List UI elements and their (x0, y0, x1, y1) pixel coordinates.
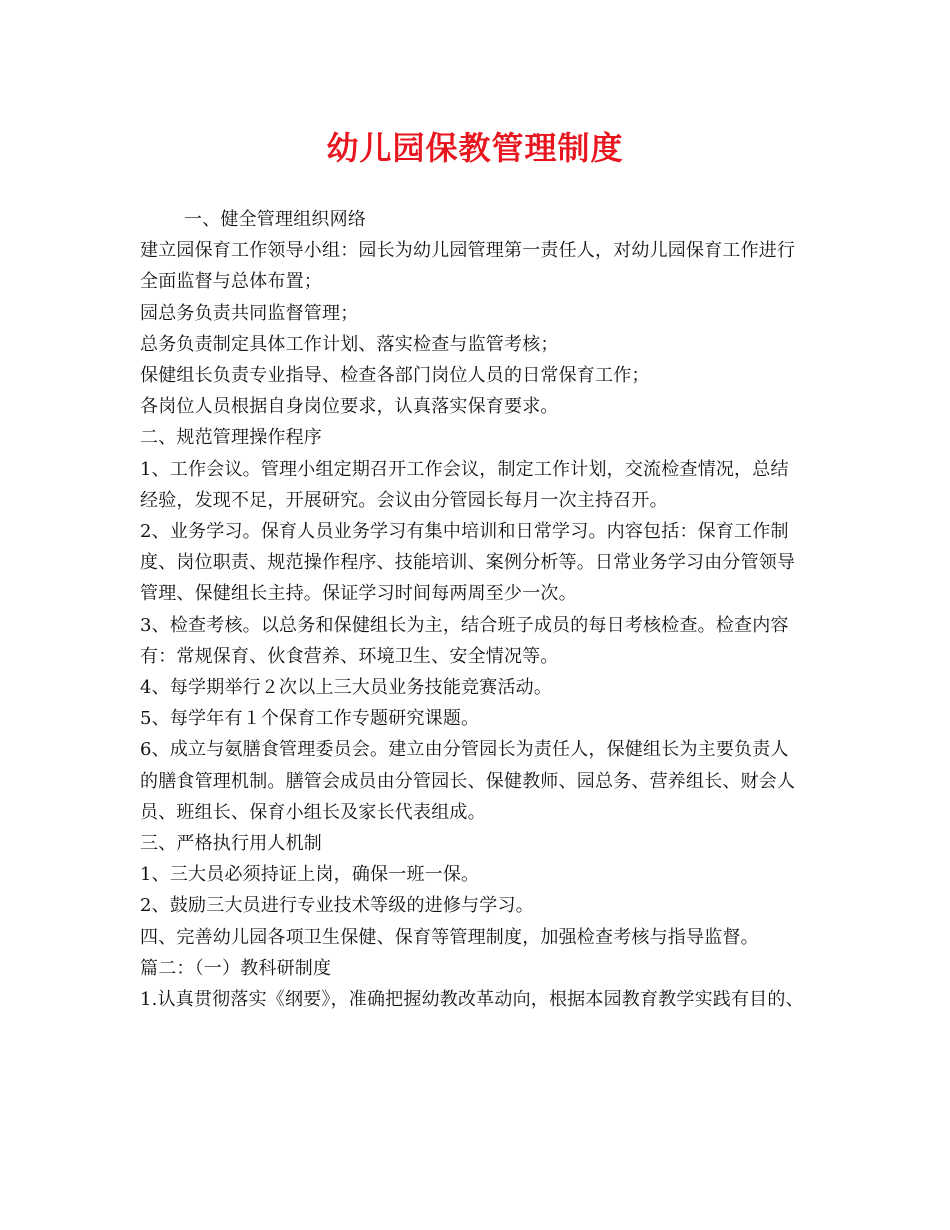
section-heading: 二、规范管理操作程序 (140, 427, 322, 449)
paragraph-line: 管理、保健组长主持。保证学习时间每两周至少一次。 (140, 583, 577, 605)
paragraph-line: 5、每学年有１个保育工作专题研究课题。 (140, 708, 480, 730)
paragraph-line: 员、班组长、保育小组长及家长代表组成。 (140, 801, 486, 823)
paragraph-line: 经验，发现不足，开展研究。会议由分管园长每月一次主持召开。 (140, 489, 668, 511)
paragraph-line: 2、鼓励三大员进行专业技术等级的进修与学习。 (140, 895, 534, 917)
document-title: 幼儿园保教管理制度 (326, 129, 624, 167)
paragraph-line: 3、检查考核。以总务和保健组长为主，结合班子成员的每日考核检查。检查内容 (140, 614, 789, 636)
paragraph-line: 6、成立与氨膳食管理委员会。建立由分管园长为责任人，保健组长为主要负责人 (140, 739, 789, 761)
paragraph-line: 2、业务学习。保育人员业务学习有集中培训和日常学习。内容包括：保育工作制 (140, 521, 789, 543)
paragraph-line: 有：常规保育、伙食营养、环境卫生、安全情况等。 (140, 645, 559, 667)
section-heading: 篇二：（一）教科研制度 (140, 957, 332, 979)
paragraph-line: 1.认真贯彻落实《纲要》，准确把握幼教改革动向，根据本园教育教学实践有目的、 (140, 989, 804, 1011)
paragraph-line: 各岗位人员根据自身岗位要求，认真落实保育要求。 (140, 396, 559, 418)
paragraph-line: 的膳食管理机制。膳管会成员由分管园长、保健教师、园总务、营养组长、财会人 (140, 770, 796, 792)
section-heading: 四、完善幼儿园各项卫生保健、保育等管理制度，加强检查考核与指导监督。 (140, 926, 759, 948)
paragraph-line: 1、三大员必须持证上岗，确保一班一保。 (140, 864, 480, 886)
paragraph-line: 建立园保育工作领导小组：园长为幼儿园管理第一责任人，对幼儿园保育工作进行 (140, 240, 796, 262)
paragraph-line: 总务负责制定具体工作计划、落实检查与监管考核； (140, 333, 559, 355)
paragraph-line: 1、工作会议。管理小组定期召开工作会议，制定工作计划，交流检查情况，总结 (140, 458, 789, 480)
paragraph-line: 度、岗位职责、规范操作程序、技能培训、案例分析等。日常业务学习由分管领导 (140, 552, 796, 574)
paragraph-line: 全面监督与总体布置； (140, 271, 322, 293)
paragraph-line: 4、每学期举行２次以上三大员业务技能竞赛活动。 (140, 677, 553, 699)
section-heading: 一、健全管理组织网络 (184, 209, 366, 230)
document-body (140, 204, 830, 1015)
paragraph-line: 保健组长负责专业指导、检查各部门岗位人员的日常保育工作； (140, 365, 650, 387)
section-heading: 三、严格执行用人机制 (140, 833, 322, 855)
paragraph-line: 园总务负责共同监督管理； (140, 302, 359, 324)
